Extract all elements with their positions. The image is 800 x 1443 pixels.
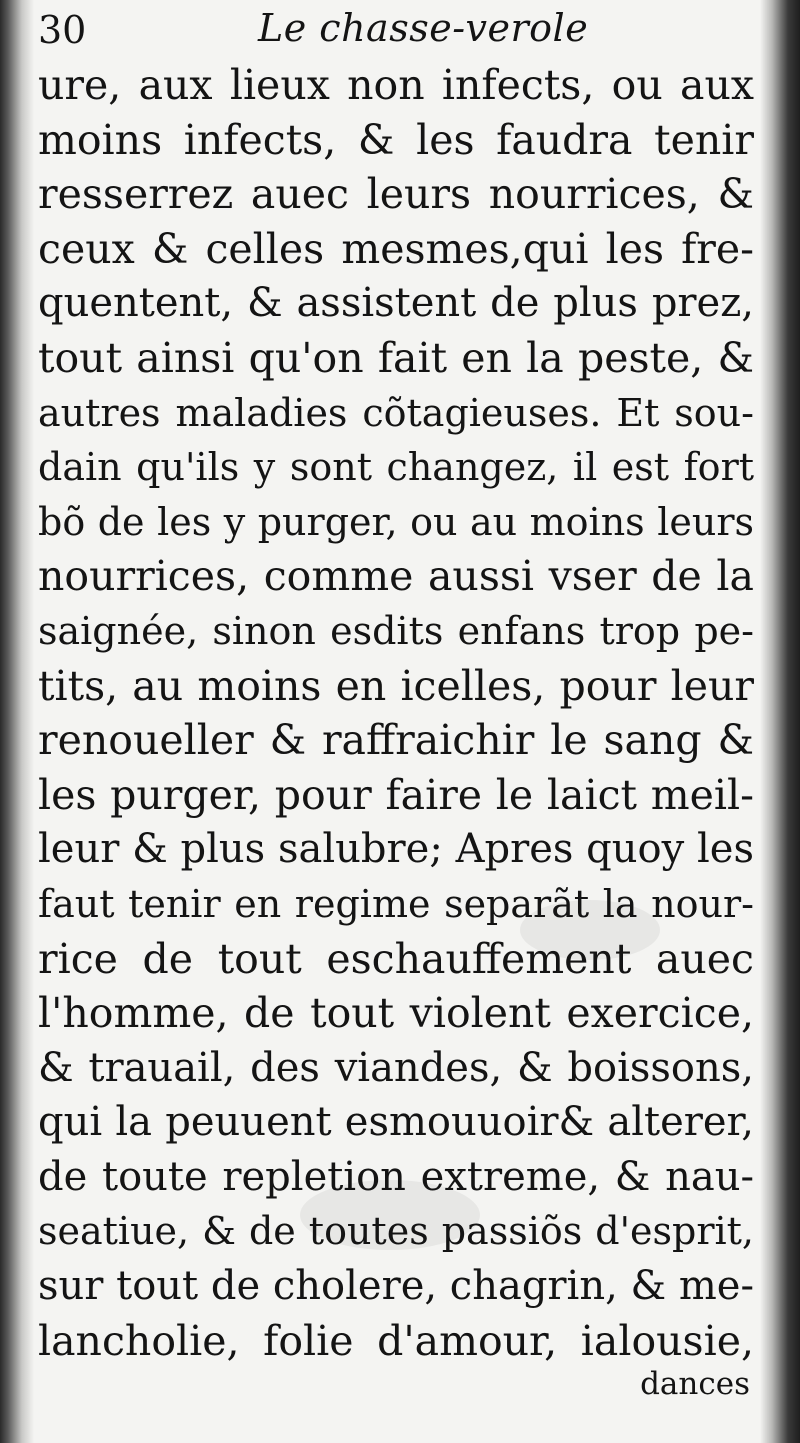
text-line: tits, au moins en icelles, pour leur [38,661,754,710]
running-title: Le chasse-verole [258,6,589,50]
text-line: sur tout de cholere, chagrin, & me- [38,1263,754,1310]
text-line: nourrices, comme aussi vser de la [38,552,754,601]
catchword: dances [640,1366,750,1402]
text-line: rice de tout eschauffement auec [38,934,754,983]
text-line: leur & plus salubre; Apres quoy les [38,826,754,873]
page-number: 30 [38,8,87,52]
text-line: l'homme, de tout violent exercice, [38,989,754,1038]
text-line: moins infects, & les faudra tenir [38,115,754,164]
text-line: lancholie, folie d'amour, ialousie, [38,1316,754,1365]
text-line: quentent, & assistent de plus prez, [38,280,754,327]
page-header [30,2,750,52]
text-line: seatiue, & de toutes passiõs d'esprit, [38,1209,754,1254]
text-line: dain qu'ils y sont changez, il est fort [38,445,754,490]
page-edge-right [760,0,800,1443]
text-line: autres maladies cõtagieuses. Et sou- [38,390,754,435]
text-line: saignée, sinon esdits enfans trop pe- [38,608,754,653]
body-text [38,58,754,1368]
text-line: resserrez auec leurs nourrices, & [38,170,754,219]
text-line: renoueller & raffraichir le sang & [38,716,754,765]
text-line: tout ainsi qu'on fait en la peste, & [38,333,754,382]
text-line: de toute repletion extreme, & nau- [38,1153,754,1200]
text-line: faut tenir en regime separãt la nour- [38,881,754,926]
text-line: bõ de les y purger, ou au moins leurs [38,499,754,544]
text-line: ceux & celles mesmes,qui les fre- [38,224,754,273]
text-line: les purger, pour faire le laict meil- [38,770,754,819]
text-line: qui la peuuent esmouuoir& alterer, [38,1099,754,1146]
page-gutter-left [0,0,34,1443]
text-line: ure, aux lieux non infects, ou aux [38,61,754,109]
text-line: & trauail, des viandes, & boissons, [38,1044,754,1091]
